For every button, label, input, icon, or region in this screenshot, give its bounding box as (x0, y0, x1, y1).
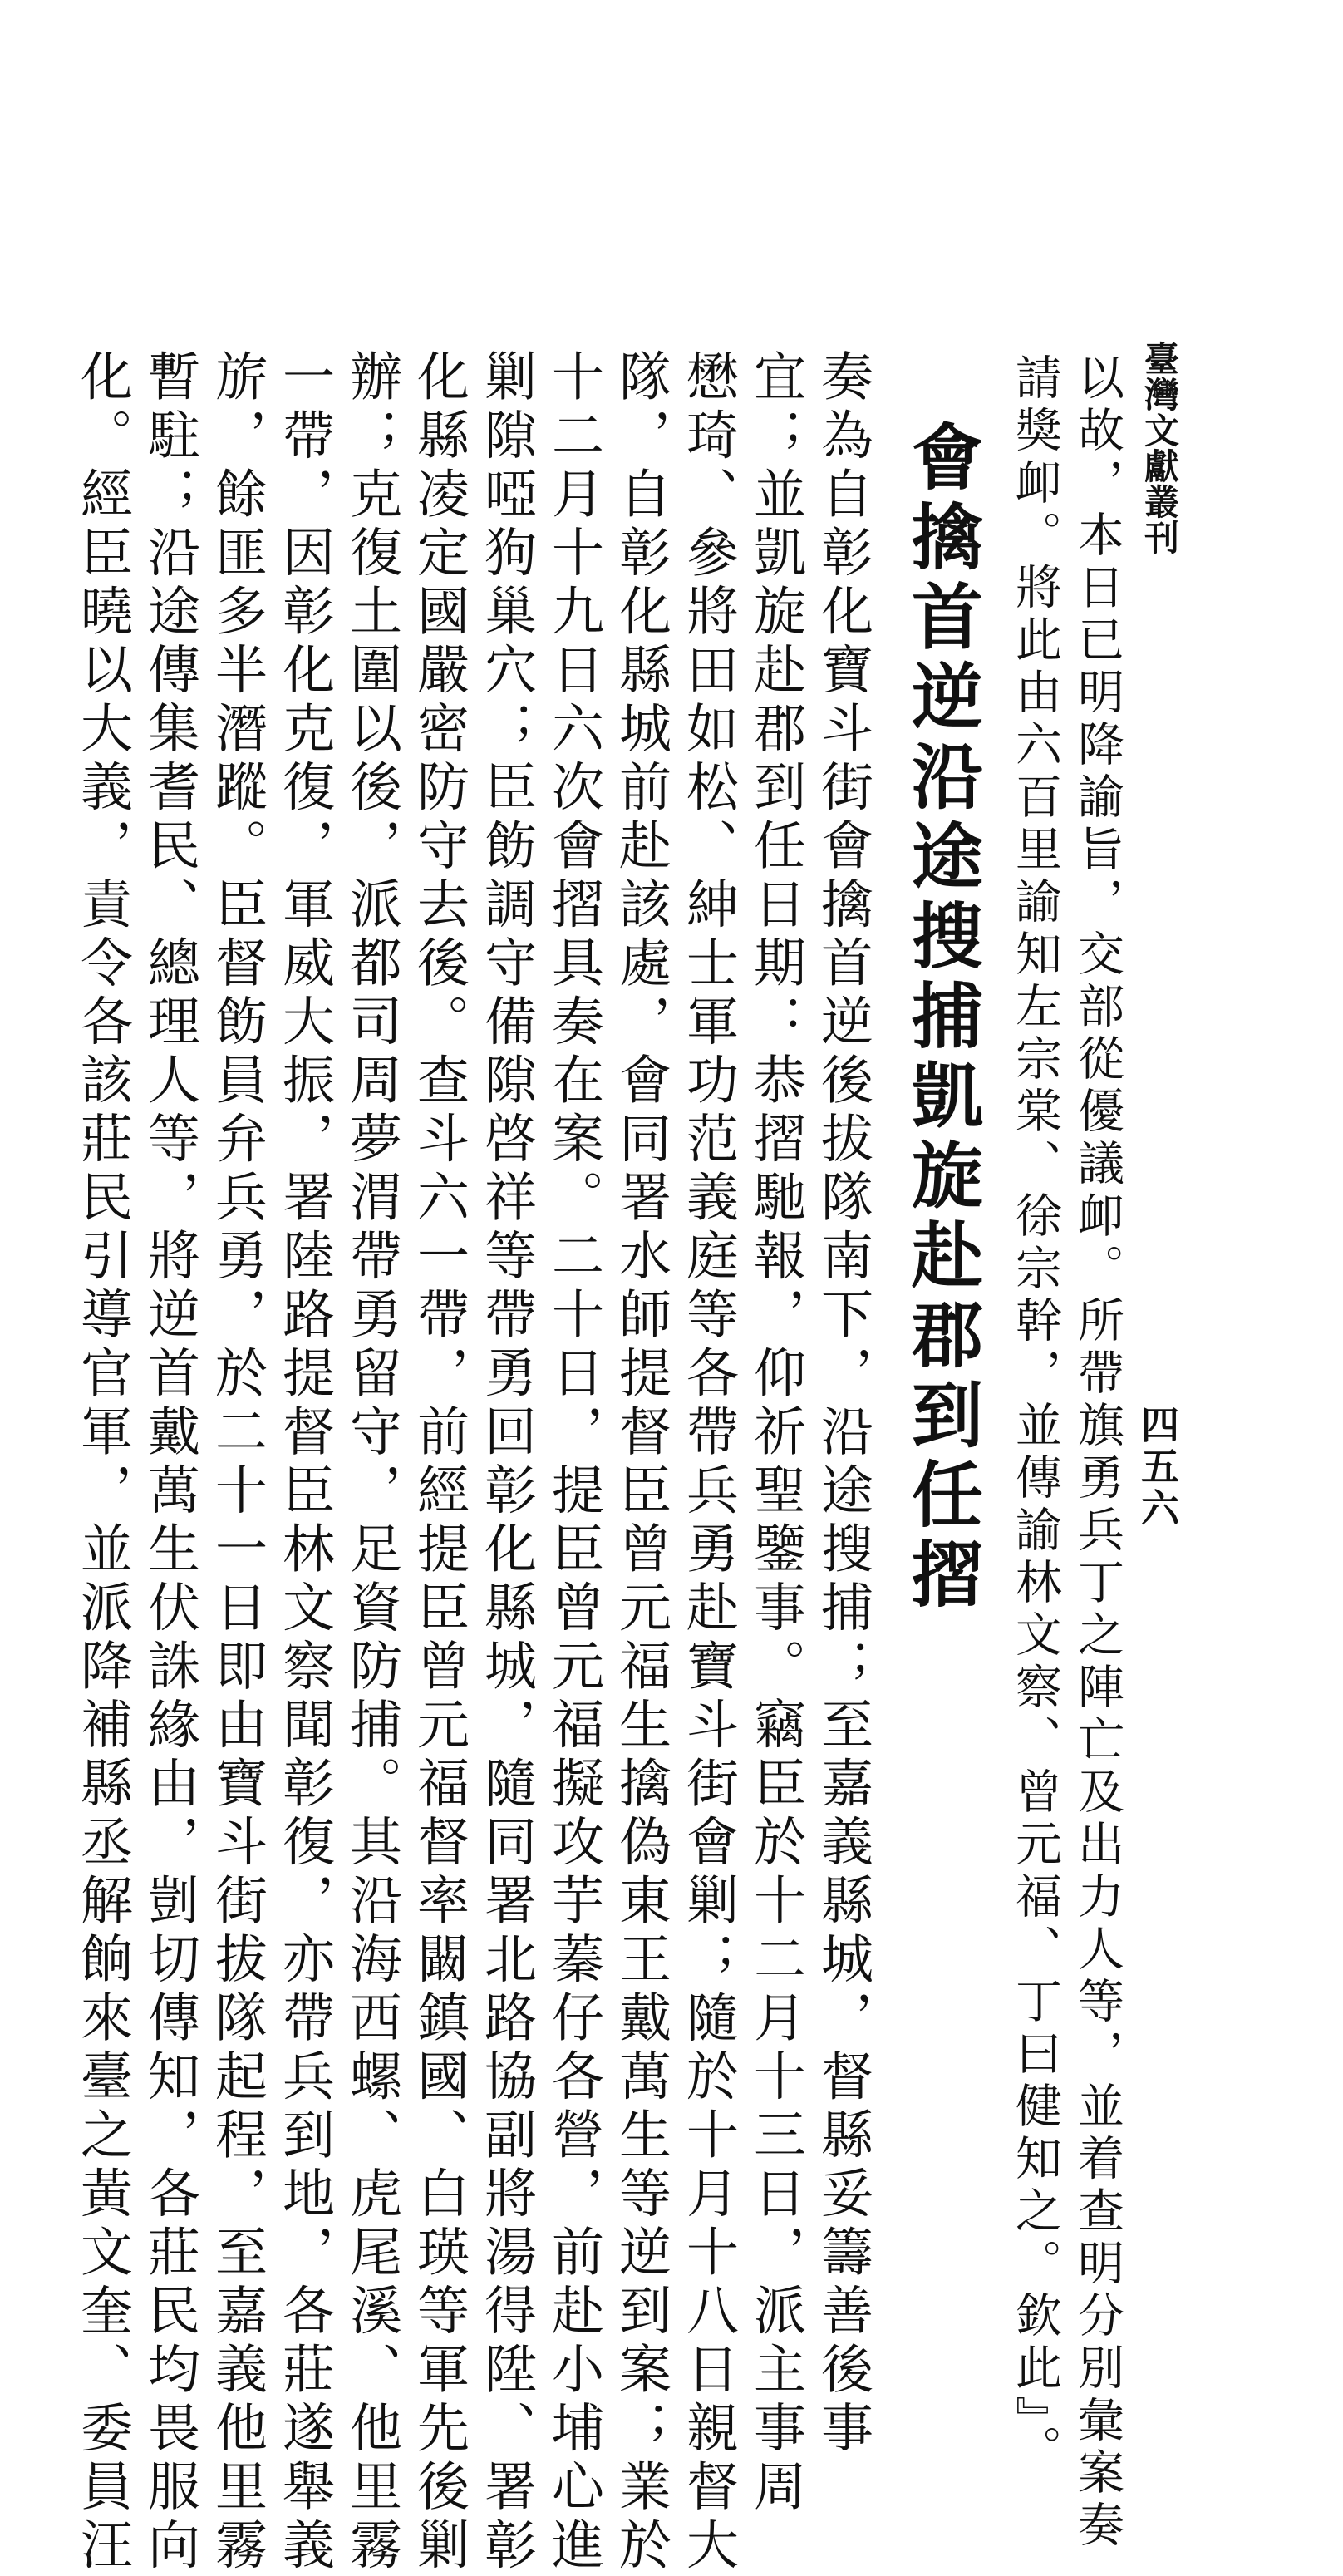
page-number: 四五六 (1135, 1405, 1180, 1529)
body-line-9: 一帶，因彰化克復，軍威大振，署陸路提督臣林文察聞彰復，亦帶兵到地，各莊遂舉義 (274, 349, 335, 2576)
memorial-title: 會擒首逆沿途搜捕凱旋赴郡到任摺 (899, 420, 983, 1617)
body-line-3: 懋琦、參將田如松、紳士軍功范義庭等各帶兵勇赴寶斗街會剿；隨於十月十八日親督大 (678, 349, 739, 2576)
body-line-10: 旂，餘匪多半潛蹤。臣督飭員弁兵勇，於二十一日即由寶斗街拔隊起程，至嘉義他里霧 (207, 349, 268, 2576)
body-line-2: 宜；並凱旋赴郡到任日期：恭摺馳報，仰祈聖鑒事。竊臣於十二月十三日，派主事周 (745, 349, 806, 2518)
body-line-5: 十二月十九日六次會摺具奏在案。二十日，提臣曾元福擬攻芋蓁仔各營，前赴小埔心進 (544, 349, 604, 2576)
body-line-1: 奏為自彰化寶斗街會擒首逆後拔隊南下，沿途搜捕；至嘉義縣城，督縣妥籌善後事 (813, 349, 873, 2459)
body-line-11: 暫駐；沿途傳集耆民、總理人等，將逆首戴萬生伏誅緣由，剴切傳知，各莊民均畏服向 (140, 349, 200, 2576)
body-line-4: 隊，自彰化縣城前赴該處，會同署水師提督臣曾元福生擒偽東王戴萬生等逆到案；業於 (611, 349, 672, 2576)
prev-edict-line-1: 以故，本日已明降諭旨，交部從優議卹。所帶旗勇兵丁之陣亡及出力人等，並着查明分別彙案奏 (1070, 353, 1124, 2553)
body-line-8: 辦；克復土圍以後，派都司周夢渭帶勇留守，足資防捕。其沿海西螺、虎尾溪、他里霧 (342, 349, 402, 2576)
body-line-12: 化。經臣曉以大義，責令各該莊民引導官軍，並派降補縣丞解餉來臺之黃文奎、委員汪 (72, 349, 133, 2576)
prev-edict-line-2: 請獎卹。將此由六百里諭知左宗棠、徐宗幹，並傳諭林文察、曾元福、丁曰健知之。欽此』。 (1008, 353, 1062, 2477)
body-line-7: 化縣凌定國嚴密防守去後。查斗六一帶，前經提臣曾元福督率闞鎮國、白瑛等軍先後剿 (409, 349, 470, 2576)
body-line-6: 剿隙啞狗巢穴；臣飭調守備隙啓祥等帶勇回彰化縣城，隨同署北路協副將湯得陞、署彰 (476, 349, 537, 2576)
running-title: 臺灣文獻叢刊 (1139, 341, 1180, 555)
